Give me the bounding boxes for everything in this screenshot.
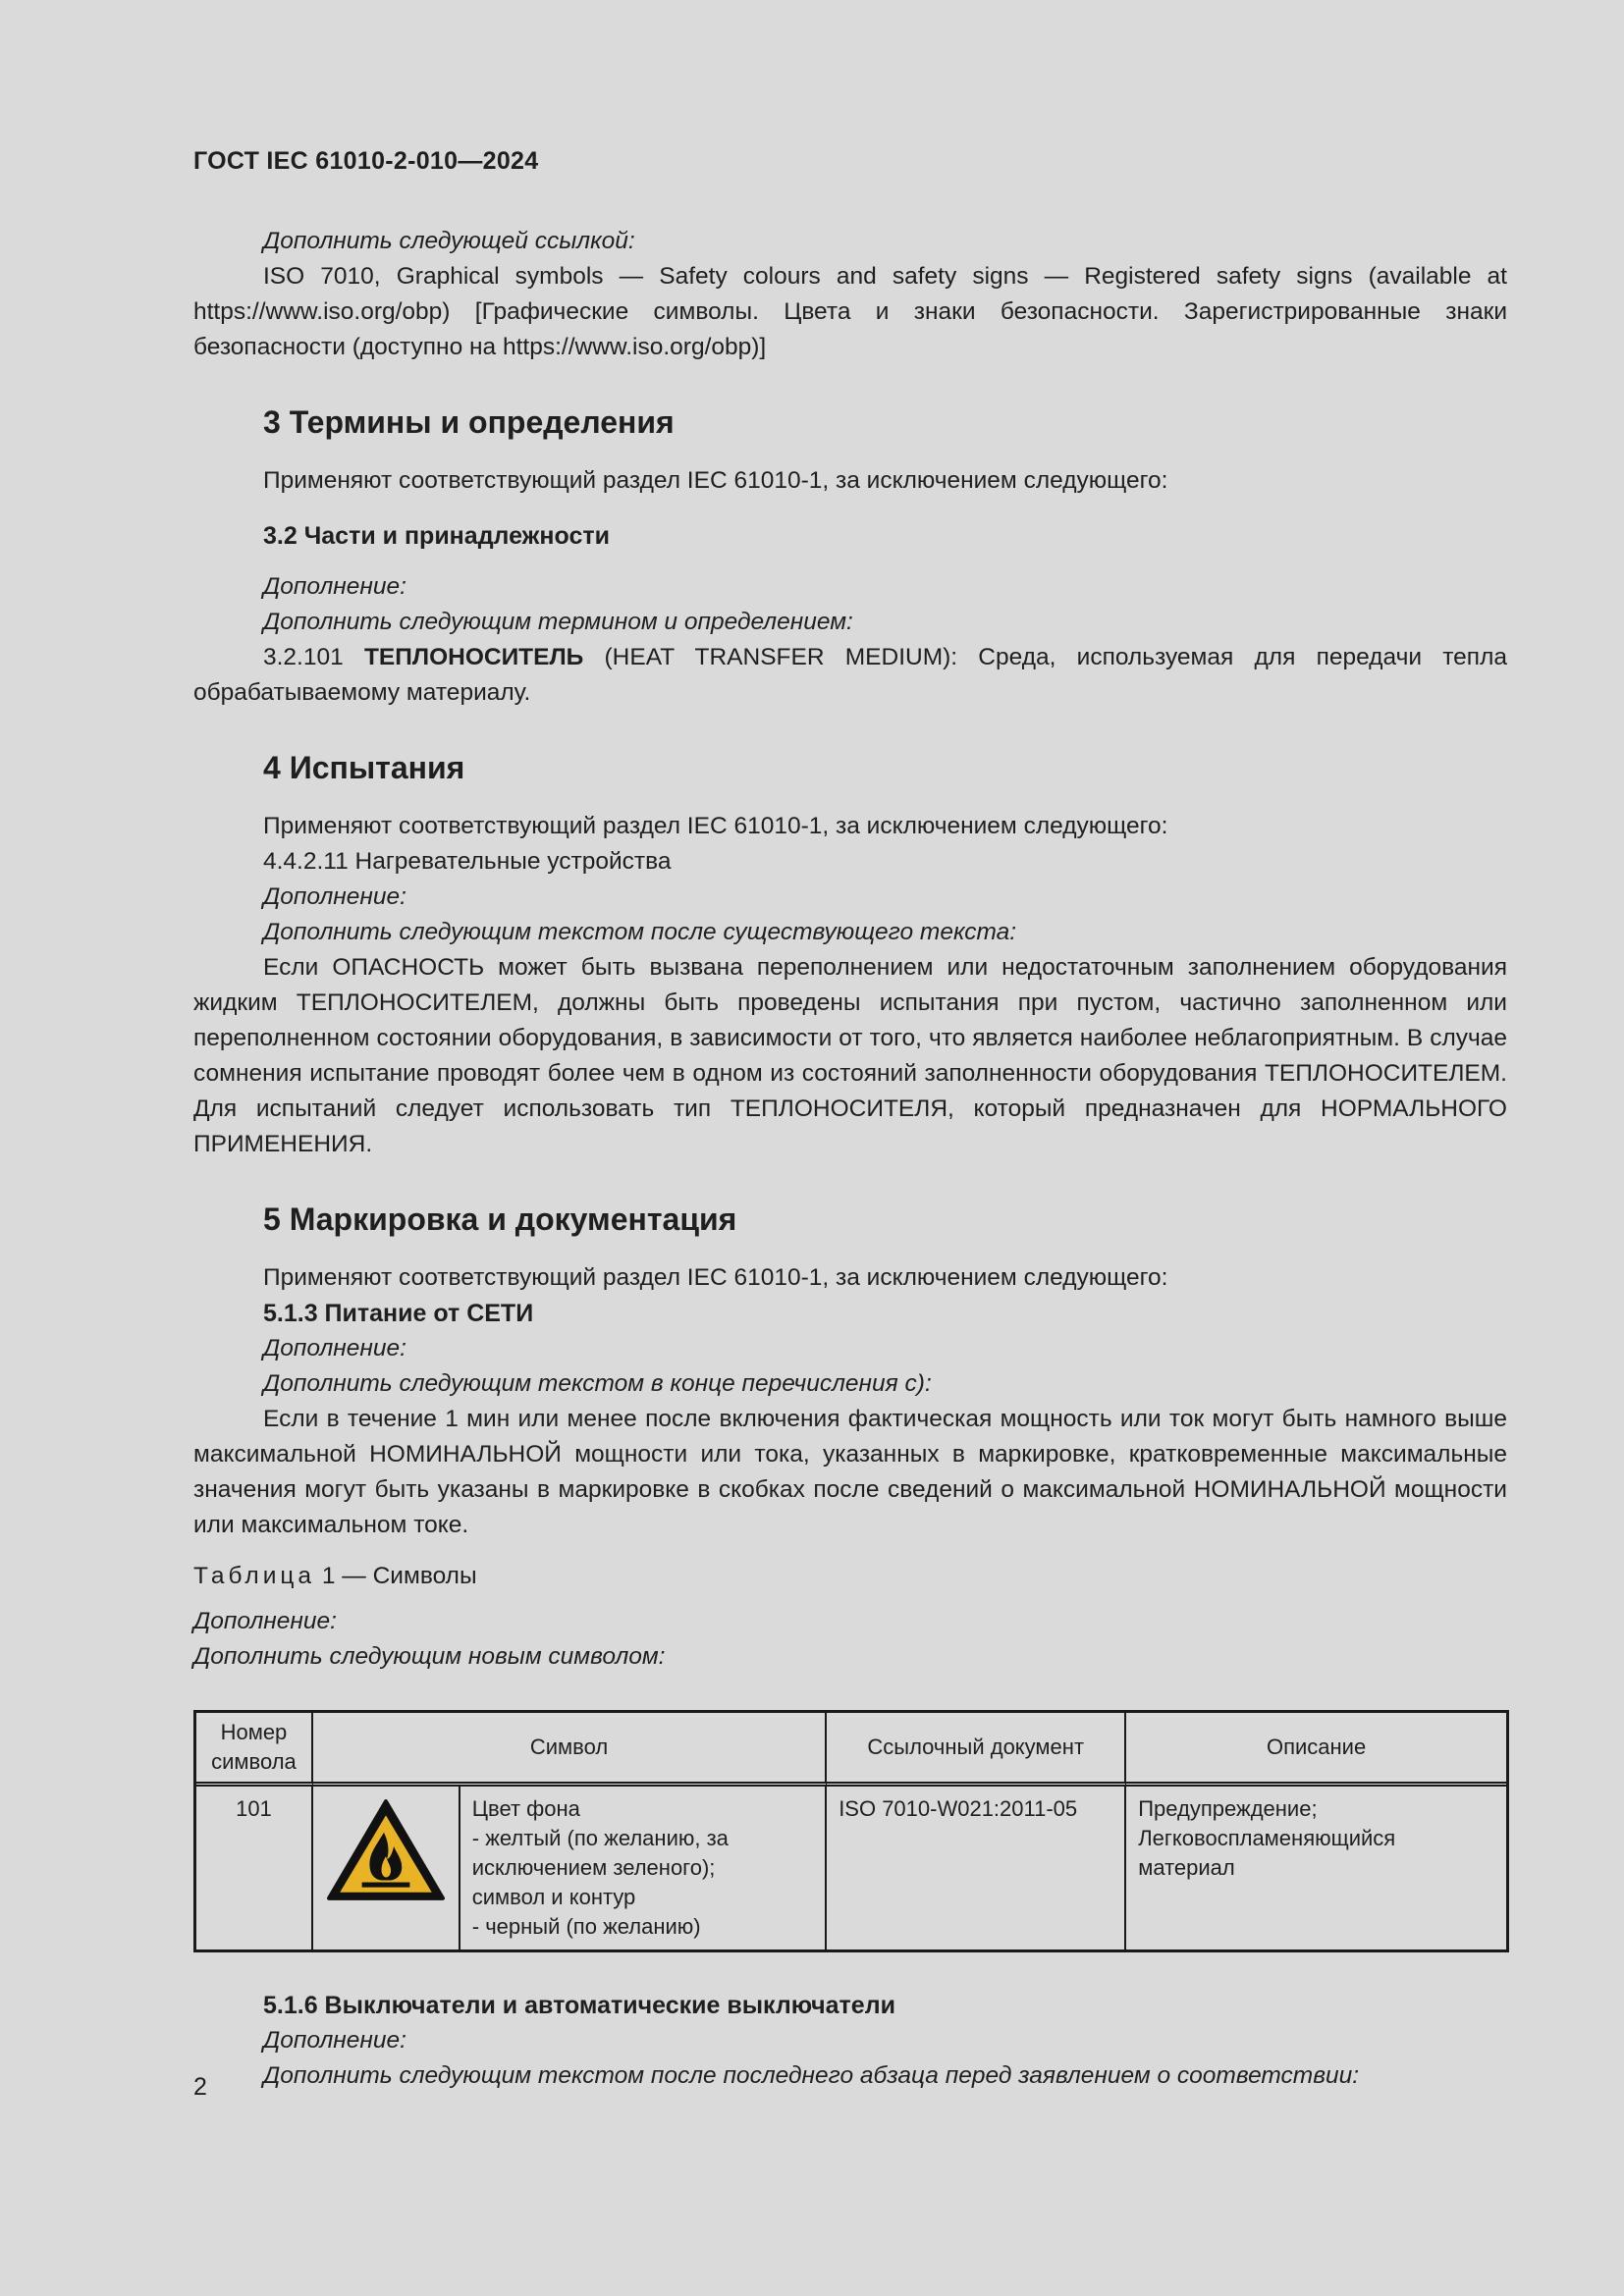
subsection-5-1-3-heading: 5.1.3 Питание от СЕТИ <box>263 1300 534 1327</box>
section-5-intro: Применяют соответствующий раздел IEC 61010-1, за исключением следующего: <box>263 1264 1168 1291</box>
section-5-addition-note: Дополнить следующим текстом в конце перечисления с): <box>263 1370 932 1397</box>
section-5-paragraph: Если в течение 1 мин или менее после включения фактическая мощность или ток могут быть намного выше максимальной НОМИНАЛЬНОЙ мощности или тока, указанных в маркировке, кратковременные максимальные значения могут быть указаны в маркировке в скобках после сведений о максимальной НОМИНАЛЬНОЙ мощности или максимальном токе. <box>193 1406 1507 1538</box>
table-caption <box>193 1559 1507 1594</box>
header-symbol: Символ <box>313 1713 827 1787</box>
subsection-3-2-heading: 3.2 Части и принадлежности <box>263 522 610 550</box>
cell-description: Предупреждение; Легковоспламеняющийся материал <box>1138 1796 1396 1880</box>
header-description: Описание <box>1126 1713 1506 1787</box>
symbols-table <box>193 1710 1509 1952</box>
table-caption-title: 1 — Символы <box>315 1563 477 1589</box>
table-addition-note: Дополнить следующим новым символом: <box>193 1643 666 1670</box>
cell-symbol-image <box>313 1787 460 1949</box>
section-3-addition-note: Дополнить следующим термином и определением: <box>263 609 853 635</box>
term-text: (HEAT TRANSFER MEDIUM): Среда, используемая для передачи тепла обрабатываемому материалу. <box>193 644 1507 706</box>
section-5-addition: Дополнение: <box>263 1335 406 1362</box>
flammable-material-warning-icon <box>326 1798 446 1902</box>
section-4-paragraph: Если ОПАСНОСТЬ может быть вызвана переполнением или недостаточным заполнением оборудования жидким ТЕПЛОНОСИТЕЛЕМ, должны быть проведены испытания при пустом, частично заполненном или переполненном состоянии оборудования, в зависимости от того, что является наиболее неблагоприятным. В случае сомнения испытание проводят более чем в одном из состояний заполненности оборудования ТЕПЛОНОСИТЕЛЕМ. Для испытаний следует использовать тип ТЕПЛОНОСИТЕЛЯ, который предназначен для НОРМАЛЬНОГО ПРИМЕНЕНИЯ. <box>193 954 1507 1157</box>
document-body <box>193 224 1507 2094</box>
table-row <box>196 1787 1506 1949</box>
reference-lead: Дополнить следующей ссылкой: <box>263 228 635 254</box>
cell-symbol-number: 101 <box>196 1787 313 1949</box>
subsection-5-1-6-addition-note: Дополнить следующим текстом после последнего абзаца перед заявлением о соответствии: <box>263 2062 1360 2089</box>
section-3-intro: Применяют соответствующий раздел IEC 61010-1, за исключением следующего: <box>263 467 1168 494</box>
section-4-addition: Дополнение: <box>263 883 406 910</box>
clause-4-4-2-11: 4.4.2.11 Нагревательные устройства <box>263 848 672 875</box>
section-3-heading: 3 Термины и определения <box>263 404 675 440</box>
table-caption-label: Таблица <box>193 1563 316 1589</box>
symbol-color-line: - черный (по желанию) <box>471 1914 701 1939</box>
section-4-heading: 4 Испытания <box>263 750 465 785</box>
cell-reference-document: ISO 7010-W021:2011-05 <box>827 1787 1126 1949</box>
term-name: ТЕПЛОНОСИТЕЛЬ <box>363 644 584 670</box>
section-4-intro: Применяют соответствующий раздел IEC 61010-1, за исключением следующего: <box>263 813 1168 839</box>
header-reference-document: Ссылочный документ <box>827 1713 1126 1787</box>
cell-symbol-colors <box>460 1787 827 1949</box>
symbol-color-line: Цвет фона <box>471 1796 580 1821</box>
term-number: 3.2.101 <box>263 644 364 670</box>
section-4-addition-note: Дополнить следующим текстом после существующего текста: <box>263 919 1017 945</box>
table-addition: Дополнение: <box>193 1608 337 1634</box>
page-number: 2 <box>193 2073 207 2101</box>
header-symbol-number: Номер символа <box>196 1713 313 1787</box>
document-header: ГОСТ IEC 61010-2-010—2024 <box>193 147 539 175</box>
reference-text: ISO 7010, Graphical symbols — Safety colours and safety signs — Registered safety signs (available at https://www.iso.org/obp) [Графические символы. Цвета и знаки безопасности. Зарегистрированные знаки безопасности (доступно на https://www.iso.org/obp)] <box>193 263 1507 360</box>
subsection-5-1-6-heading: 5.1.6 Выключатели и автоматические выключатели <box>263 1992 895 2019</box>
symbol-color-line: - желтый (по желанию, за исключением зеленого); <box>471 1826 729 1880</box>
section-3-addition: Дополнение: <box>263 573 406 600</box>
symbol-color-line: символ и контур <box>471 1885 636 1909</box>
term-definition <box>193 640 1507 711</box>
section-5-heading: 5 Маркировка и документация <box>263 1201 737 1237</box>
table-header-row <box>196 1713 1506 1787</box>
subsection-5-1-6-addition: Дополнение: <box>263 2027 406 2054</box>
